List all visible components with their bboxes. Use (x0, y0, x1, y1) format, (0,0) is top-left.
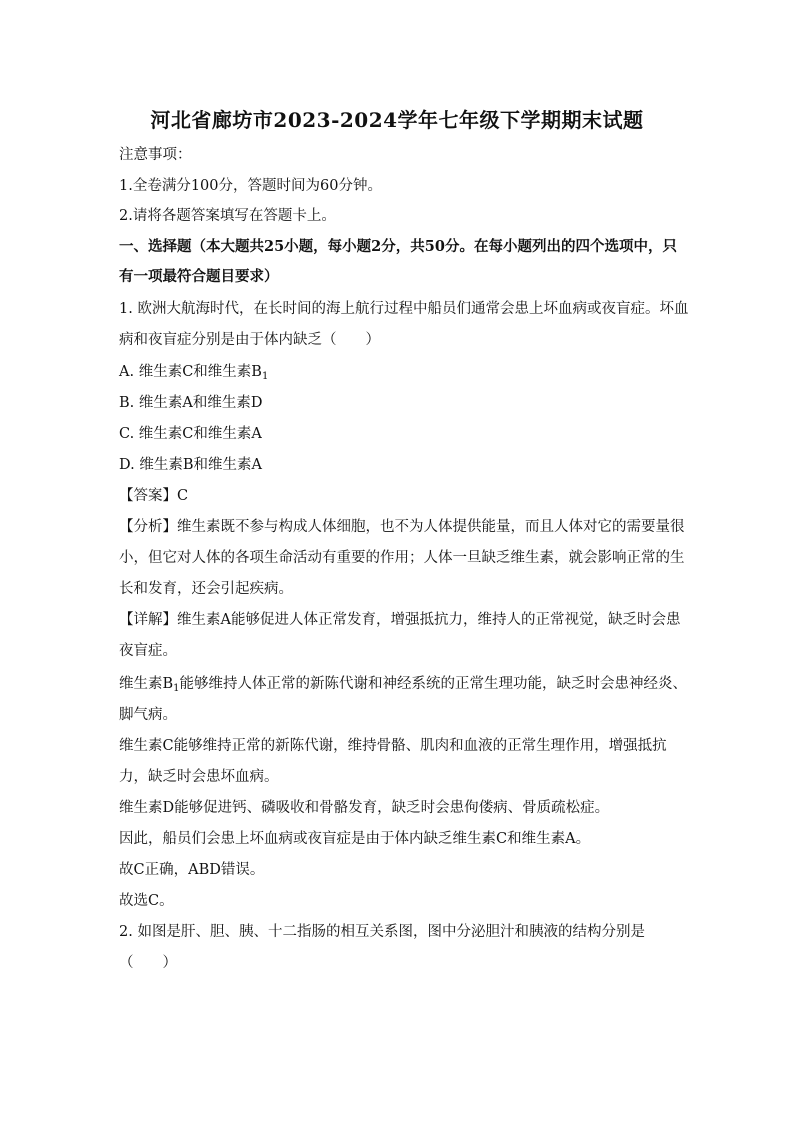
question-1-option-d: D. 维生素B和维生素A (119, 457, 262, 473)
question-1-detail-line-6: 力，缺乏时会患坏血病。 (119, 769, 279, 785)
question-2-stem-continued: （ ） (119, 955, 177, 971)
question-1-option-b: B. 维生素A和维生素D (119, 395, 263, 411)
option-a-text: A. 维生素C和维生素B (119, 364, 262, 380)
section-heading-continued: 有一项最符合题目要求） (119, 268, 279, 285)
question-1-answer: 【答案】C (119, 488, 189, 504)
page-title: 河北省廊坊市2023-2024学年七年级下学期期末试题 (150, 108, 644, 132)
question-1-detail-line-4: 脚气病。 (119, 707, 177, 723)
question-1-stem-continued: 病和夜盲症分别是由于体内缺乏（ ） (119, 332, 380, 348)
vitamin-b1-label: 维生素B (119, 676, 174, 692)
notice-item-1: 1.全卷满分100分，答题时间为60分钟。 (119, 178, 382, 194)
question-1-detail-line-2: 夜盲症。 (119, 643, 177, 659)
question-1-option-a (119, 362, 268, 382)
question-1-detail-line-9: 故C正确，ABD错误。 (119, 862, 265, 878)
question-1-analysis-line-3: 长和发育，还会引起疾病。 (119, 581, 293, 597)
question-1-detail-line-7: 维生素D能够促进钙、磷吸收和骨骼发育，缺乏时会患佝偻病、骨质疏松症。 (119, 800, 610, 816)
question-1-analysis: 【分析】维生素既不参与构成人体细胞，也不为人体提供能量，而且人体对它的需要量很 (119, 519, 685, 535)
question-1-detail: 【详解】维生素A能够促进人体正常发育，增强抵抗力，维持人的正常视觉，缺乏时会患 (119, 612, 681, 628)
question-1-analysis-line-2: 小，但它对人体的各项生命活动有重要的作用；人体一旦缺乏维生素，就会影响正常的生 (119, 550, 685, 566)
notice-item-2: 2.请将各题答案填写在答题卡上。 (119, 208, 336, 224)
vitamin-b1-description: 能够维持人体正常的新陈代谢和神经系统的正常生理功能，缺乏时会患神经炎、 (179, 676, 688, 692)
vitamin-b1-subscript: 1 (173, 683, 180, 694)
question-1-detail-line-8: 因此，船员们会患上坏血病或夜盲症是由于体内缺乏维生素C和维生素A。 (119, 831, 591, 847)
question-1-option-c: C. 维生素C和维生素A (119, 426, 262, 442)
question-1-detail-line-10: 故选C。 (119, 893, 174, 909)
question-1-detail-line-3 (119, 674, 687, 694)
question-1-stem: 1. 欧洲大航海时代，在长时间的海上航行过程中船员们通常会患上坏血病或夜盲症。坏血 (119, 301, 689, 317)
option-a-subscript: 1 (261, 371, 269, 382)
section-heading: 一、选择题（本大题共25小题，每小题2分，共50分。在每小题列出的四个选项中，只 (119, 238, 677, 255)
question-1-detail-line-5: 维生素C能够维持正常的新陈代谢，维持骨骼、肌肉和血液的正常生理作用，增强抵抗 (119, 738, 667, 754)
notice-label: 注意事项： (119, 147, 192, 163)
question-2-stem: 2. 如图是肝、胆、胰、十二指肠的相互关系图，图中分泌胆汁和胰液的结构分别是 (119, 924, 645, 940)
